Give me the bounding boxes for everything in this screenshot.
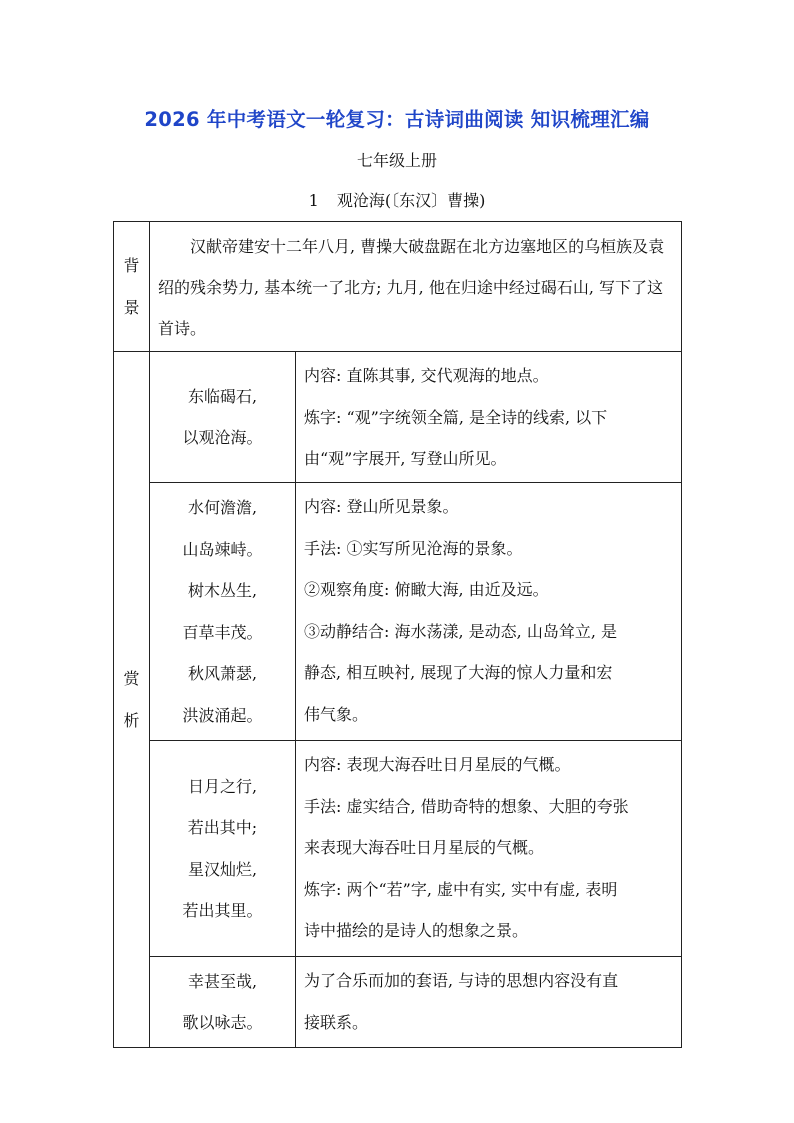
grade-heading: 七年级上册 bbox=[356, 151, 437, 170]
analysis-note-line: ②观察角度: 俯瞰大海, 由近及远。 bbox=[304, 580, 549, 599]
verse-line: 若出其中; bbox=[187, 818, 258, 837]
analysis-notes-cell bbox=[296, 957, 682, 1048]
analysis-row bbox=[114, 352, 682, 483]
analysis-label-cell bbox=[114, 352, 150, 1048]
analysis-row bbox=[114, 741, 682, 957]
verse-cell bbox=[150, 957, 296, 1048]
poem-heading bbox=[0, 188, 794, 211]
analysis-notes-cell bbox=[296, 741, 682, 957]
verse-line: 秋风萧瑟, bbox=[187, 664, 258, 683]
verse-cell bbox=[150, 483, 296, 741]
verse-line: 洪波涌起。 bbox=[182, 705, 263, 725]
verse-line: 树木丛生, bbox=[187, 581, 258, 600]
background-label-char: 背 bbox=[123, 255, 140, 275]
poem-number: 1 bbox=[308, 191, 319, 210]
analysis-note-line: 伟气象。 bbox=[304, 704, 369, 724]
analysis-row bbox=[114, 483, 682, 741]
analysis-row bbox=[114, 957, 682, 1048]
analysis-note-line: 诗中描绘的是诗人的想象之景。 bbox=[304, 921, 529, 940]
verse-line: 以观沧海。 bbox=[182, 428, 263, 447]
analysis-notes-cell bbox=[296, 352, 682, 483]
background-row bbox=[114, 222, 682, 352]
poem-title: 观沧海(〔东汉〕曹操) bbox=[336, 191, 486, 210]
background-text: 汉献帝建安十二年八月, 曹操大破盘踞在北方边塞地区的乌桓族及袁绍的残余势力, 基本统一了北方; 九月, 他在归途中经过碣石山, 写下了这首诗。 bbox=[150, 222, 682, 352]
background-label-char: 景 bbox=[123, 297, 140, 317]
background-label-cell bbox=[114, 222, 150, 352]
verse-line: 歌以咏志。 bbox=[182, 1013, 263, 1032]
analysis-label-char: 赏 bbox=[123, 668, 140, 688]
verse-cell bbox=[150, 741, 296, 957]
analysis-note-line: 炼字: “观”字统领全篇, 是全诗的线索, 以下 bbox=[304, 407, 608, 427]
analysis-note-line: 内容: 表现大海吞吐日月星辰的气概。 bbox=[304, 755, 571, 774]
analysis-note-line: 炼字: 两个“若”字, 虚中有实, 实中有虚, 表明 bbox=[304, 879, 618, 899]
verse-cell bbox=[150, 352, 296, 483]
verse-line: 日月之行, bbox=[187, 776, 258, 796]
analysis-note-line: 手法: ①实写所见沧海的景象。 bbox=[304, 538, 523, 558]
verse-line: 幸甚至哉, bbox=[187, 971, 258, 991]
analysis-note-line: 来表现大海吞吐日月星辰的气概。 bbox=[304, 838, 545, 857]
analysis-note-line: 为了合乐而加的套语, 与诗的思想内容没有直 bbox=[304, 971, 619, 990]
analysis-note-line: 接联系。 bbox=[304, 1012, 369, 1032]
analysis-label-char: 析 bbox=[123, 710, 140, 730]
analysis-notes-cell bbox=[296, 483, 682, 741]
verse-line: 水何澹澹, bbox=[187, 498, 258, 517]
verse-line: 东临碣石, bbox=[187, 386, 258, 406]
analysis-note-line: 由“观”字展开, 写登山所见。 bbox=[304, 449, 507, 468]
poem-analysis-table bbox=[113, 221, 682, 1048]
verse-line: 山岛竦峙。 bbox=[182, 539, 263, 559]
analysis-note-line: ③动静结合: 海水荡漾, 是动态, 山岛耸立, 是 bbox=[304, 621, 617, 641]
verse-line: 星汉灿烂, bbox=[187, 859, 258, 879]
analysis-note-line: 内容: 直陈其事, 交代观海的地点。 bbox=[304, 366, 549, 385]
verse-line: 百草丰茂。 bbox=[182, 622, 263, 642]
analysis-note-line: 内容: 登山所见景象。 bbox=[304, 497, 459, 516]
analysis-note-line: 手法: 虚实结合, 借助奇特的想象、大胆的夸张 bbox=[304, 796, 629, 816]
analysis-note-line: 静态, 相互映衬, 展现了大海的惊人力量和宏 bbox=[304, 663, 613, 682]
document-title: 2026 年中考语文一轮复习：古诗词曲阅读 知识梳理汇编 bbox=[144, 108, 650, 131]
verse-line: 若出其里。 bbox=[182, 901, 263, 920]
